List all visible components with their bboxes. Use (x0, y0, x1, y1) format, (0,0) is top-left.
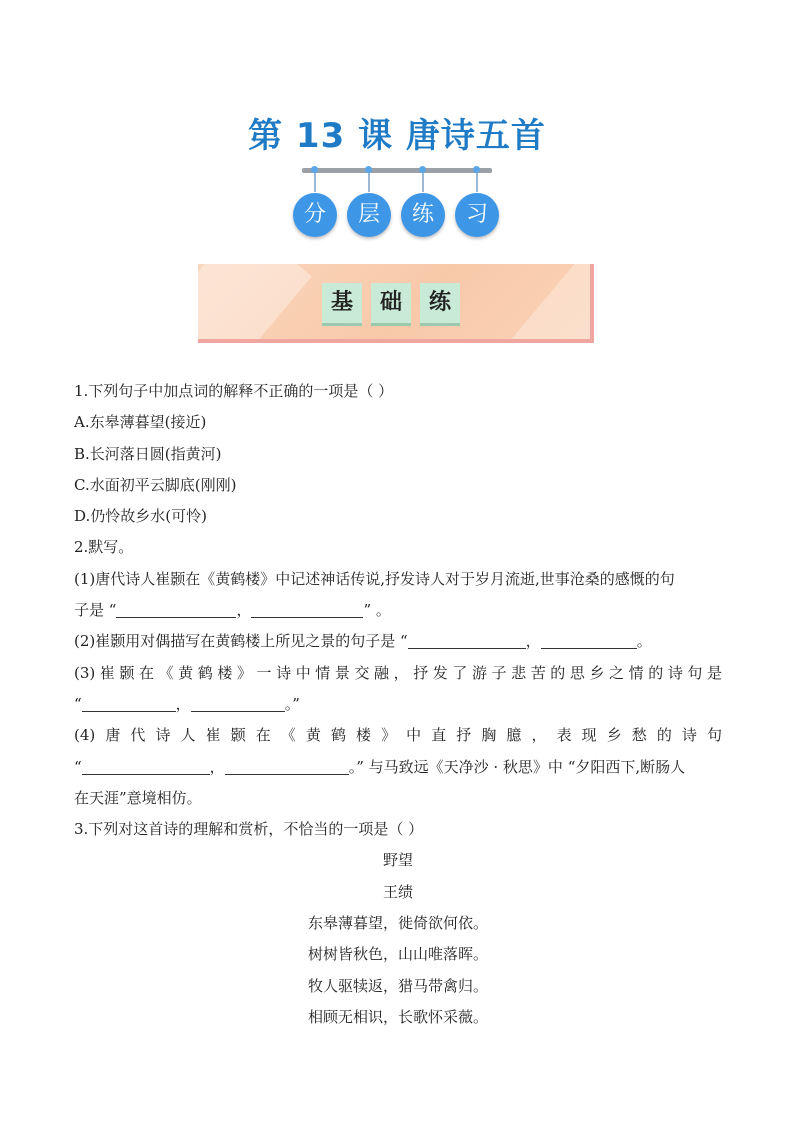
badge-xi: 习 (455, 193, 499, 237)
text: ， (236, 601, 252, 620)
section-chip-chu: 础 (371, 283, 411, 326)
poem-author: 王绩 (382, 882, 413, 901)
question-2-part-1-line-2 (74, 595, 722, 626)
poem-title: 野望 (382, 851, 413, 870)
question-2-part-4-line-1: (4)唐代诗人崔颢在《黄鹤楼》中直抒胸臆，表现乡愁的诗句 (74, 726, 722, 745)
question-2-part-3-line-1: (3)崔颢在《黄鹤楼》一诗中情景交融，抒发了游子悲苦的思乡之情的诗句是 (74, 663, 722, 682)
badge-lian: 练 (401, 193, 445, 237)
text: 。” (284, 694, 300, 713)
question-2-part-4-line-3: 在天涯”意境相仿。 (74, 788, 202, 807)
question-2-part-3-line-2 (74, 689, 722, 720)
text: ， (525, 632, 541, 651)
answer-blank[interactable] (191, 695, 285, 712)
question-2-stem: 2.默写。 (74, 538, 134, 557)
question-1-stem: 1.下列句子中加点词的解释不正确的一项是（ ） (74, 382, 394, 400)
answer-blank[interactable] (225, 758, 349, 775)
hanger-string (368, 170, 370, 192)
text: “ (74, 694, 82, 713)
answer-blank[interactable] (251, 601, 363, 618)
question-1-option-d: D.仍怜故乡水(可怜) (74, 507, 207, 526)
question-1-option-c: C.水面初平云脚底(刚刚) (74, 475, 237, 494)
question-3-stem: 3.下列对这首诗的理解和赏析，不恰当的一项是（ ） (74, 820, 424, 839)
page-title: 第 13 课 唐诗五首 (248, 116, 546, 156)
text: 。 (636, 632, 652, 651)
answer-blank[interactable] (82, 758, 210, 775)
section-banner (198, 264, 594, 343)
question-1-option-b: B.长河落日圆(指黄河) (74, 444, 222, 463)
question-2-part-2 (74, 626, 722, 657)
poem-line-3: 牧人驱犊返，猎马带禽归。 (307, 976, 488, 995)
badge-ceng: 层 (347, 193, 391, 237)
hanger-knot (473, 166, 480, 173)
hanger-knot (419, 166, 426, 173)
question-1-option-a: A.东皋薄暮望(接近) (74, 413, 207, 432)
banner-gloss (198, 264, 312, 343)
text: ” 。 (363, 601, 391, 620)
poem-line-4: 相顾无相识，长歌怀采薇。 (307, 1007, 488, 1026)
poem-line-2: 树树皆秋色，山山唯落晖。 (307, 945, 488, 964)
text: 子是 “ (74, 601, 117, 620)
section-chip-lian: 练 (420, 283, 460, 326)
text: (2)崔颢用对偶描写在黄鹤楼上所见之景的句子是 “ (74, 632, 408, 651)
answer-blank[interactable] (82, 695, 176, 712)
poem-line-1: 东皋薄暮望，徙倚欲何依。 (307, 914, 488, 933)
text: 。” 与马致远《天净沙 · 秋思》中 “夕阳西下,断肠人 (348, 757, 686, 776)
badge-fen: 分 (293, 193, 337, 237)
hanger-string (476, 170, 478, 192)
section-chip-ji: 基 (322, 283, 362, 326)
hanger-string (422, 170, 424, 192)
text: ， (209, 757, 225, 776)
question-2-part-1-line-1: (1)唐代诗人崔颢在《黄鹤楼》中记述神话传说,抒发诗人对于岁月流逝,世事沧桑的感慨的句 (74, 569, 675, 588)
banner-gloss (493, 264, 594, 343)
answer-blank[interactable] (541, 632, 637, 649)
hanger-string (314, 170, 316, 192)
hanger-knot (311, 166, 318, 173)
hanger-knot (365, 166, 372, 173)
answer-blank[interactable] (408, 632, 526, 649)
exercise-content (74, 376, 722, 1033)
badge-hanger-bar (302, 168, 492, 173)
text: “ (74, 757, 82, 776)
text: ， (175, 694, 191, 713)
answer-blank[interactable] (116, 601, 236, 618)
question-2-part-4-line-2 (74, 752, 722, 783)
